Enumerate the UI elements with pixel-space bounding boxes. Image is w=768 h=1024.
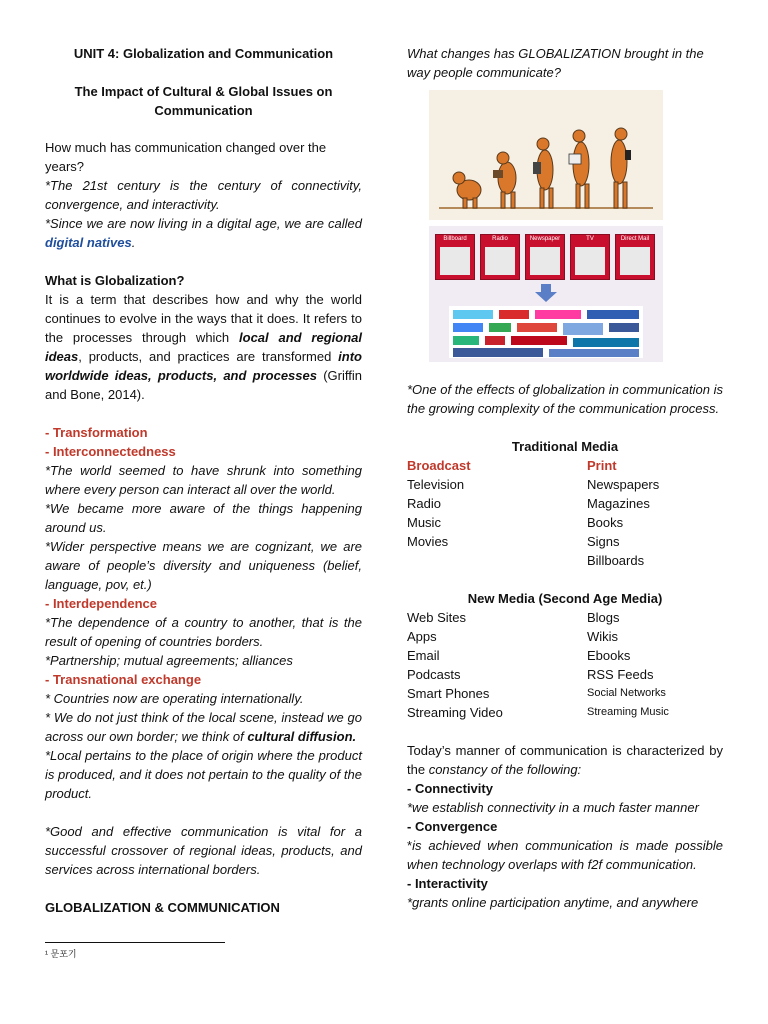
digital-natives-term: digital natives — [45, 235, 132, 250]
new-media-item: Apps — [407, 629, 437, 644]
print-header: Print — [587, 458, 617, 473]
new-media-item: Email — [407, 648, 440, 663]
transnational-point-1: * Countries now are operating internationally. — [45, 691, 304, 706]
footnote-divider — [45, 942, 225, 943]
interdependence-point-1: *The dependence of a country to another, that is the result of opening of countries borders. — [45, 615, 362, 649]
new-media-item: Web Sites — [407, 610, 467, 625]
transnational-point-2: * We do not just think of the local scene, instead we go across our own border; we think of cultural diffusion. — [45, 710, 362, 744]
evolution-of-communication-image — [429, 90, 663, 220]
new-media-item: Streaming Video — [407, 705, 503, 720]
new-media-item: Podcasts — [407, 667, 461, 682]
new-media-item: RSS Feeds — [587, 667, 654, 682]
media-box-billboard: Billboard — [435, 234, 475, 280]
new-media-table — [407, 608, 723, 722]
broadcast-item: Radio — [407, 496, 441, 511]
section-subtitle: The Impact of Cultural & Global Issues on Communication — [74, 84, 333, 118]
transformation-heading: - Transformation — [45, 425, 148, 440]
interdependence-point-2: *Partnership; mutual agreements; alliances — [45, 653, 293, 668]
what-is-globalization-heading: What is Globalization? — [45, 273, 185, 288]
print-item: Billboards — [587, 553, 645, 568]
convergence-desc: *is achieved when communication is made possible when technology overlaps with f2f communication. — [407, 838, 723, 872]
effects-note: *One of the effects of globalization in communication is the growing complexity of the communication process. — [407, 382, 723, 416]
broadcast-item: Television — [407, 477, 465, 492]
manner-of-communication: Today’s manner of communication is characterized by the constancy of the following: — [407, 743, 723, 777]
interconnectedness-point-2: *We became more aware of the things happening around us. — [45, 501, 362, 535]
footnote: ¹ 문포기 — [45, 949, 77, 959]
interactivity-heading: - Interactivity — [407, 876, 488, 891]
globalization-definition: It is a term that describes how and why the world continues to evolve in the ways that it does. It refers to the processes through which local and regional ideas, products, and practices are transformed into worldwide ideas, products, and processes (Griffin and Bone, 2014). — [45, 292, 362, 402]
connectivity-desc: *we establish connectivity in a much faster manner — [407, 800, 699, 815]
new-media-heading: New Media (Second Age Media) — [467, 591, 663, 606]
media-channels-image — [429, 226, 663, 362]
changes-question: What changes has GLOBALIZATION brought in the way people communicate? — [407, 46, 704, 80]
down-arrow-icon — [535, 284, 557, 302]
globalization-illustration — [429, 90, 663, 362]
right-column — [407, 44, 723, 912]
new-media-item: Social Networks — [587, 687, 666, 699]
globalization-communication-heading: GLOBALIZATION & COMMUNICATION — [45, 900, 280, 915]
interconnectedness-point-3: *Wider perspective means we are cognizant, we are aware of people’s diversity and uniqueness (belief, language, pov, et.) — [45, 539, 362, 592]
transnational-heading: - Transnational exchange — [45, 672, 202, 687]
new-media-item: Blogs — [587, 610, 620, 625]
traditional-media-heading: Traditional Media — [511, 439, 619, 454]
media-box-newspaper: Newspaper — [525, 234, 565, 280]
interdependence-heading: - Interdependence — [45, 596, 157, 611]
good-communication-note: *Good and effective communication is vital for a successful crossover of regional ideas, products, and services across international borders. — [45, 824, 362, 877]
interconnectedness-heading: - Interconnectedness — [45, 444, 176, 459]
broadcast-item: Movies — [407, 534, 449, 549]
new-media-item: Streaming Music — [587, 706, 669, 718]
broadcast-item — [407, 551, 587, 570]
media-box-radio: Radio — [480, 234, 520, 280]
intro-question: How much has communication changed over the years? — [45, 140, 327, 174]
traditional-media-table — [407, 456, 723, 570]
left-column — [45, 44, 362, 917]
print-item: Magazines — [587, 496, 650, 511]
broadcast-header: Broadcast — [407, 458, 471, 473]
transnational-point-3: *Local pertains to the place of origin where the product is produced, and it does not pertain to the quality of the product. — [45, 748, 362, 801]
media-box-direct-mail: Direct Mail — [615, 234, 655, 280]
media-box-tv: TV — [570, 234, 610, 280]
interactivity-desc: *grants online participation anytime, and anywhere — [407, 895, 699, 910]
unit-title: UNIT 4: Globalization and Communication — [73, 46, 334, 61]
intro-century: *The 21st century is the century of connectivity, convergence, and interactivity. — [45, 178, 362, 212]
print-item: Books — [587, 515, 624, 530]
broadcast-item: Music — [407, 515, 441, 530]
convergence-heading: - Convergence — [407, 819, 498, 834]
intro-digital: *Since we are now living in a digital age, we are called digital natives. — [45, 216, 362, 250]
new-media-item: Ebooks — [587, 648, 631, 663]
new-media-item: Wikis — [587, 629, 619, 644]
interconnectedness-point-1: *The world seemed to have shrunk into something where every person can interact all over the world. — [45, 463, 362, 497]
new-media-item: Smart Phones — [407, 686, 490, 701]
print-item: Signs — [587, 534, 620, 549]
connectivity-heading: - Connectivity — [407, 781, 493, 796]
print-item: Newspapers — [587, 477, 660, 492]
